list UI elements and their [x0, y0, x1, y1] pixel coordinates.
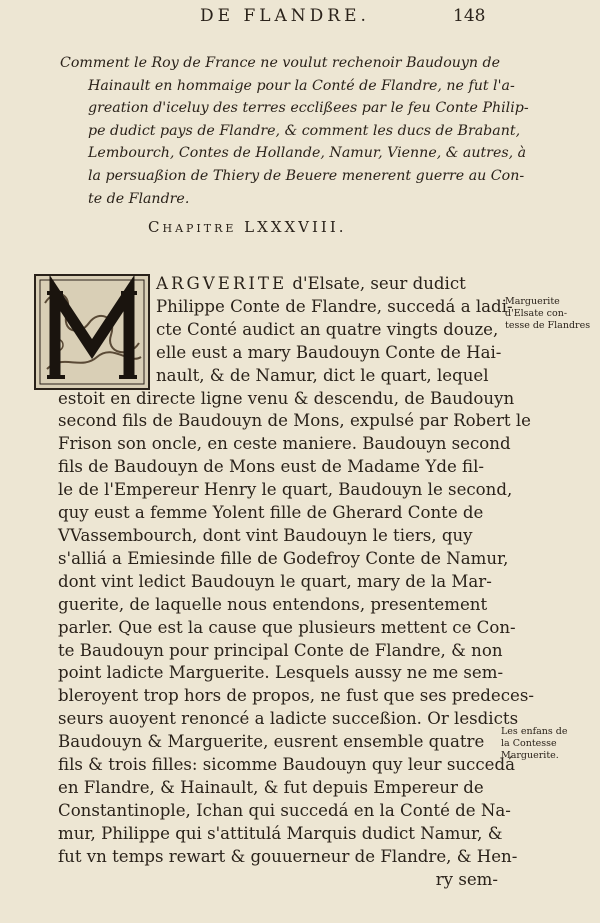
margin-note-line: Marguerite.: [501, 750, 559, 761]
text-line: seurs auoyent renoncé a ladicte succeßion. Or lesdicts: [58, 709, 519, 729]
text-line: dont vint ledict Baudouyn le quart, mary de la Mar-: [58, 571, 492, 591]
text-lead-word: ARGVERITE: [156, 274, 288, 293]
margin-note-line: d'Elsate con-: [505, 308, 568, 319]
text-line: Philippe Conte de Flandre, succedá a ladi-: [156, 296, 513, 316]
catchword: ry sem-: [435, 869, 498, 889]
summary-line: Lembourch, Contes de Hollande, Namur, Vienne, & autres, à: [88, 145, 527, 162]
margin-note-line: Les enfans de: [501, 726, 568, 737]
text-line: s'alliá a Emiesinde fille de Godefroy Conte de Namur,: [58, 548, 509, 568]
text-line: guerite, de laquelle nous entendons, presentement: [58, 594, 488, 614]
text-line: le de l'Empereur Henry le quart, Baudouyn le second,: [58, 480, 513, 500]
text-line: te Baudouyn pour principal Conte de Flandre, & non: [58, 640, 503, 660]
text-line: Frison son oncle, en ceste maniere. Baudouyn second: [58, 434, 511, 454]
summary-line: Hainault en hommaige pour la Conté de Flandre, ne fut l'a-: [88, 77, 515, 94]
text-line: elle eust a mary Baudouyn Conte de Hai-: [156, 342, 502, 362]
margin-note-line: la Contesse: [501, 738, 557, 749]
text-line: [58, 273, 498, 296]
text-line: Constantinople, Ichan qui succedá en la Conté de Na-: [58, 800, 511, 820]
summary-line: pe dudict pays de Flandre, & comment les ducs de Brabant,: [88, 122, 521, 139]
text-line: parler. Que est la cause que plusieurs mettent ce Con-: [58, 617, 516, 637]
margin-note-line: Marguerite: [505, 296, 560, 307]
text-line: point ladicte Marguerite. Lesquels aussy ne me sem-: [58, 663, 504, 683]
text-line: mur, Philippe qui s'attitulá Marquis dudict Namur, &: [58, 823, 503, 843]
text-line: quy eust a femme Yolent fille de Gherard Conte de: [58, 503, 484, 523]
chapter-summary: [60, 52, 529, 210]
text-line: second fils de Baudouyn de Mons, expulsé par Robert le: [58, 411, 532, 431]
text-line: cte Conté audict an quatre vingts douze,: [156, 319, 499, 339]
summary-line: Comment le Roy de France ne voulut rechenoir Baudouyn de: [60, 55, 501, 71]
running-title: DE FLANDRE.: [200, 6, 370, 26]
text-line: en Flandre, & Hainault, & fut depuis Empereur de: [58, 777, 484, 797]
text-line: VVassembourch, dont vint Baudouyn le tiers, quy: [58, 525, 473, 545]
text-line: fils & trois filles: sicomme Baudouyn quy leur succedá: [58, 755, 515, 775]
chapter-heading: Chapitre LXXXVIII.: [148, 218, 347, 236]
summary-line: te de Flandre.: [88, 190, 190, 207]
summary-line: greation d'iceluy des terres ecclißees par le feu Conte Philip-: [88, 100, 529, 117]
text-line: bleroyent trop hors de propos, ne fust que ses predeces-: [58, 686, 534, 706]
margin-note-line: tesse de Flandres: [505, 320, 591, 331]
text-segment: d'Elsate, seur dudict: [292, 274, 466, 293]
text-line: estoit en directe ligne venu & descendu, de Baudouyn: [58, 388, 515, 408]
margin-note: [501, 726, 593, 762]
text-line: fils de Baudouyn de Mons eust de Madame Yde fil-: [58, 457, 485, 477]
summary-line: la persuaßion de Thiery de Beuere menerent guerre au Con-: [88, 167, 525, 184]
margin-note: [505, 296, 593, 332]
page-number: 148: [453, 6, 486, 26]
text-line: Baudouyn & Marguerite, eusrent ensemble quatre: [58, 732, 485, 752]
text-line: nault, & de Namur, dict le quart, lequel: [156, 365, 489, 385]
text-line: fut vn temps rewart & gouuerneur de Flandre, & Hen-: [58, 846, 518, 866]
